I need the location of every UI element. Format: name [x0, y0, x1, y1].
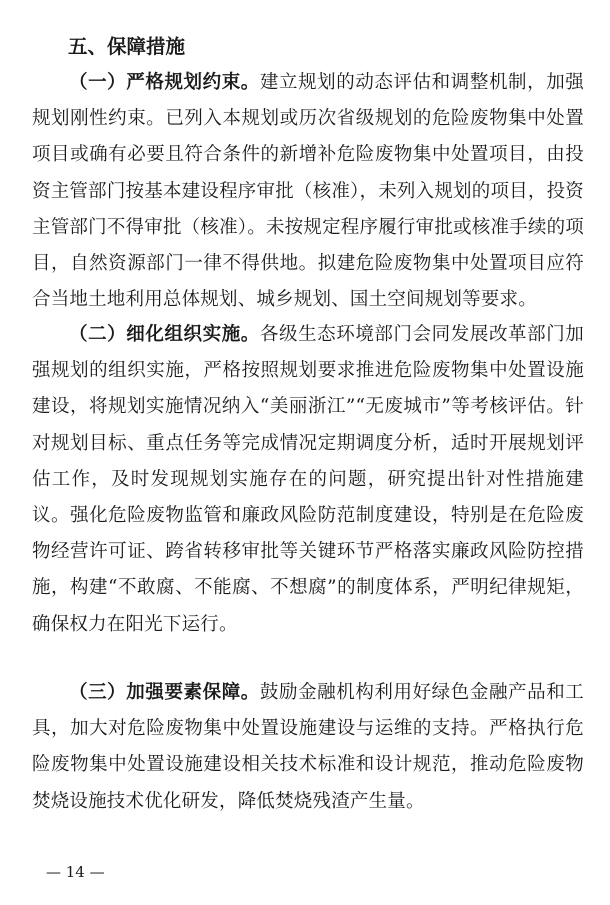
section-heading: 五、保障措施	[68, 35, 186, 58]
paragraph-lead: （一）严格规划约束。	[69, 72, 260, 93]
paragraph-lead: （三）加强要素保障。	[69, 682, 260, 703]
paragraph-planning-constraints	[32, 65, 584, 318]
paragraph-resource-guarantee	[32, 675, 584, 820]
paragraph-lead: （二）细化组织实施。	[69, 324, 260, 345]
page-number: — 14 —	[46, 863, 105, 881]
paragraph-body: 鼓励金融机构利用好绿色金融产品和工具，加大对危险废物集中处置设施建设与运维的支持。严格执行危险废物集中处置设施建设相关技术标准和设计规范，推动危险废物焚烧设施技术优化研发，降低焚烧残渣产生量。	[32, 682, 584, 812]
paragraph-body: 建立规划的动态评估和调整机制，加强规划刚性约束。已列入本规划或历次省级规划的危险废物集中处置项目或确有必要且符合条件的新增补危险废物集中处置项目，由投资主管部门按基本建设程序审批（核准），未列入规划的项目，投资主管部门不得审批（核准）。未按规定程序履行审批或核准手续的项目，自然资源部门一律不得供地。拟建危险废物集中处置项目应符合当地土地利用总体规划、城乡规划、国土空间规划等要求。	[32, 72, 584, 311]
paragraph-organization-implementation	[32, 317, 584, 643]
paragraph-body: 各级生态环境部门会同发展改革部门加强规划的组织实施，严格按照规划要求推进危险废物集中处置设施建设，将规划实施情况纳入“美丽浙江”“无废城市”等考核评估。针对规划目标、重点任务等完成情况定期调度分析，适时开展规划评估工作，及时发现规划实施存在的问题，研究提出针对性措施建议。强化危险废物监管和廉政风险防范制度建设，特别是在危险废物经营许可证、跨省转移审批等关键环节严格落实廉政风险防控措施，构建“不敢腐、不能腐、不想腐”的制度体系，严明纪律规矩，确保权力在阳光下运行。	[32, 324, 584, 635]
